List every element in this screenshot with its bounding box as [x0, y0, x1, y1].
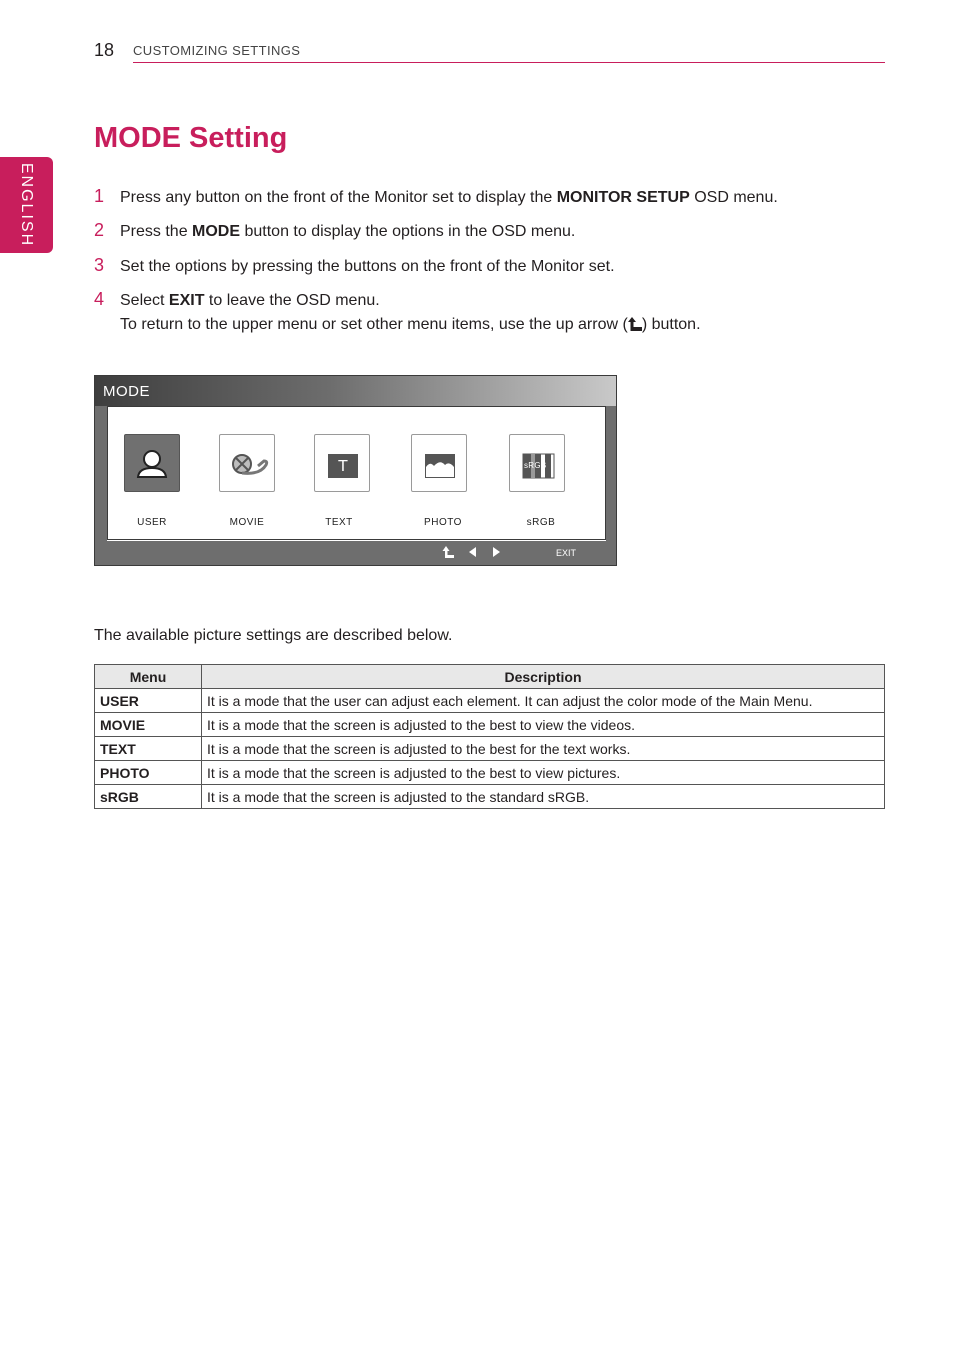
step-bold: MONITOR SETUP [556, 189, 690, 206]
description-cell: It is a mode that the screen is adjusted to the standard sRGB. [202, 785, 885, 809]
movie-reel-icon [220, 435, 276, 493]
osd-right-rail [606, 406, 616, 565]
column-header-description: Description [202, 665, 885, 689]
right-arrow-icon[interactable] [493, 547, 501, 560]
mode-label-user: USER [137, 517, 167, 528]
step-bold: MODE [192, 223, 241, 240]
page-number: 18 [94, 40, 115, 60]
osd-mode-menu [94, 375, 617, 566]
mode-option-text[interactable] [314, 434, 370, 492]
table-row [95, 785, 885, 809]
menu-cell: sRGB [95, 785, 202, 809]
mode-label-text: TEXT [325, 517, 353, 528]
step-text: to leave the OSD menu. [204, 292, 380, 309]
language-tab [0, 157, 53, 253]
osd-footer [107, 541, 606, 565]
mode-label-movie: MOVIE [229, 517, 265, 528]
step-text: button to display the options in the OSD menu. [240, 223, 576, 240]
step-text: Set the options by pressing the buttons on the front of the Monitor set. [120, 258, 615, 275]
step-text: Select [120, 292, 169, 309]
language-tab-label: ENGLISH [18, 162, 35, 248]
up-arrow-icon[interactable] [442, 545, 454, 562]
mode-option-movie[interactable] [219, 434, 275, 492]
osd-title-bar [95, 376, 616, 406]
description-cell: It is a mode that the screen is adjusted to the best for the text works. [202, 737, 885, 761]
table-row [95, 689, 885, 713]
table-row [95, 713, 885, 737]
table-header-row [95, 665, 885, 689]
step-3 [94, 255, 615, 276]
user-icon [125, 435, 181, 493]
page-title: MODE Setting [94, 122, 288, 154]
section-title: CUSTOMIZING SETTINGS [133, 43, 301, 58]
description-cell: It is a mode that the screen is adjusted to the best to view the videos. [202, 713, 885, 737]
step-number: 1 [94, 186, 105, 206]
step-1 [94, 186, 778, 207]
mode-option-user[interactable] [124, 434, 180, 492]
table-row [95, 737, 885, 761]
mode-label-photo: PHOTO [424, 517, 462, 528]
exit-button[interactable]: EXIT [556, 548, 577, 558]
description-cell: It is a mode that the user can adjust each element. It can adjust the color mode of the Main Menu. [202, 689, 885, 713]
menu-cell: USER [95, 689, 202, 713]
step-text: Press the [120, 223, 193, 240]
osd-title: MODE [103, 383, 150, 400]
osd-left-rail [95, 406, 107, 565]
note-text: ) button. [641, 316, 701, 333]
menu-cell: PHOTO [95, 761, 202, 785]
step-number: 4 [94, 289, 105, 309]
intro-text: The available picture settings are described below. [94, 627, 453, 644]
table-row [95, 761, 885, 785]
mode-settings-table [94, 664, 885, 809]
mode-option-photo[interactable] [411, 434, 467, 492]
step-text: Press any button on the front of the Monitor set to display the [120, 189, 557, 206]
menu-cell: TEXT [95, 737, 202, 761]
step-4 [94, 289, 380, 310]
mode-option-srgb[interactable] [509, 434, 565, 492]
left-arrow-icon[interactable] [469, 547, 477, 560]
step-2 [94, 220, 575, 241]
column-header-menu: Menu [95, 665, 202, 689]
step-text: OSD menu. [689, 189, 778, 206]
step-number: 2 [94, 220, 105, 240]
header-divider [133, 62, 885, 63]
srgb-icon-label: sRGB [524, 461, 547, 470]
step-bold: EXIT [168, 292, 205, 309]
description-cell: It is a mode that the screen is adjusted to the best to view pictures. [202, 761, 885, 785]
step-4-note [120, 316, 701, 337]
mode-label-srgb: sRGB [526, 517, 556, 528]
note-text: To return to the upper menu or set other menu items, use the up arrow ( [120, 316, 628, 333]
step-number: 3 [94, 255, 105, 275]
photo-icon [412, 435, 468, 493]
osd-mode-panel [107, 406, 606, 540]
up-arrow-icon [628, 316, 642, 337]
menu-cell: MOVIE [95, 713, 202, 737]
text-icon: T [328, 454, 358, 478]
